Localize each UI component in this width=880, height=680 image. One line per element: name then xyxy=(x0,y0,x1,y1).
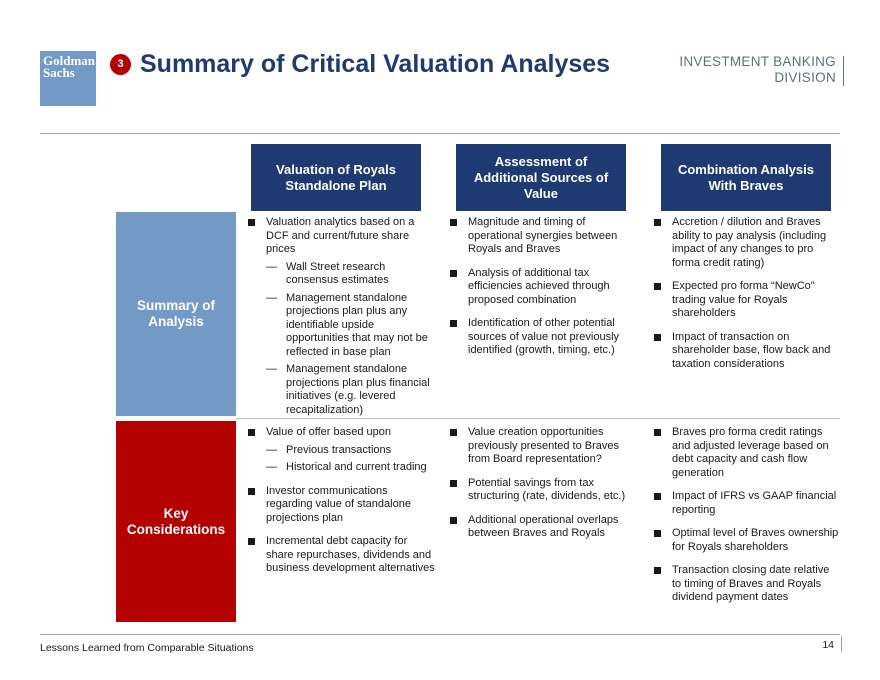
sub-bullet-text: Wall Street research consensus estimates xyxy=(286,260,389,286)
bullet-text: Analysis of additional tax efficiencies achieved through proposed combination xyxy=(468,266,610,306)
bullet-text: Impact of IFRS vs GAAP financial reporting xyxy=(672,490,837,516)
column-header-combination: Combination Analysis With Braves xyxy=(661,144,831,211)
bullet-text: Investor communications regarding value of standalone projections plan xyxy=(266,484,411,524)
bullet-item xyxy=(650,216,840,270)
bullet-text: Transaction closing date relative to timing of Braves and Royals dividend payment dates xyxy=(672,564,830,603)
cell-summary-combination xyxy=(650,216,840,381)
bullet-item xyxy=(650,490,840,517)
bullet-item xyxy=(446,477,636,504)
bullet-text: Braves pro forma credit ratings and adjusted leverage based on debt capacity and cash flow generation xyxy=(672,426,829,479)
bullet-text: Additional operational overlaps between Braves and Royals xyxy=(468,513,619,539)
bullet-text: Expected pro forma “NewCo” trading value for Royals shareholders xyxy=(672,280,815,319)
cell-key-combination xyxy=(650,426,840,615)
bullet-item xyxy=(446,514,636,541)
logo-line-2: Sachs xyxy=(43,65,75,80)
section-number-badge: 3 xyxy=(110,54,131,75)
sub-bullet-item xyxy=(244,363,436,417)
sub-bullet-text: Management standalone projections plan plus any identifiable upside opportunities that may not be reflected in base plan xyxy=(286,291,428,358)
footer-rule xyxy=(40,634,840,635)
bullet-text: Incremental debt capacity for share repurchases, dividends and business development alternatives xyxy=(266,535,435,574)
bullet-item xyxy=(244,535,436,576)
sub-bullet-item xyxy=(244,444,436,458)
bullet-item xyxy=(650,527,840,554)
bullet-item xyxy=(244,216,436,257)
bullet-item xyxy=(446,216,636,257)
bullet-text: Identification of other potential sources of value not previously identified (growth, timing, etc.) xyxy=(468,317,620,356)
bullet-item xyxy=(650,331,840,372)
bullet-item xyxy=(650,280,840,321)
bullet-text: Value of offer based upon xyxy=(266,426,391,438)
sub-bullet-text: Previous transactions xyxy=(286,443,392,456)
cell-key-additional-value xyxy=(446,426,636,551)
bullet-text: Potential savings from tax structuring (rate, dividends, etc.) xyxy=(468,476,626,502)
footer-text: Lessons Learned from Comparable Situations xyxy=(40,642,254,654)
cell-summary-additional-value xyxy=(446,216,636,368)
bullet-text: Accretion / dilution and Braves ability to pay analysis (including impact of any changes to pro forma credit rating) xyxy=(672,216,827,269)
division-divider xyxy=(843,56,844,86)
bullet-item xyxy=(446,267,636,308)
cell-key-standalone xyxy=(244,426,436,586)
bullet-item xyxy=(244,426,436,440)
header-rule xyxy=(40,133,840,134)
bullet-text: Value creation opportunities previously presented to Braves from Board representation? xyxy=(468,426,620,465)
bullet-item xyxy=(650,564,840,605)
sub-bullet-text: Historical and current trading xyxy=(286,461,427,473)
bullet-item xyxy=(650,426,840,480)
bullet-text: Optimal level of Braves ownership for Royals shareholders xyxy=(672,527,839,553)
bullet-text: Valuation analytics based on a DCF and current/future share prices xyxy=(266,216,415,255)
bullet-text: Magnitude and timing of operational synergies between Royals and Braves xyxy=(468,216,618,255)
sub-bullet-item xyxy=(244,261,436,288)
column-header-standalone: Valuation of Royals Standalone Plan xyxy=(251,144,421,211)
goldman-sachs-logo xyxy=(40,51,96,106)
bullet-item xyxy=(244,485,436,526)
page-title: Summary of Critical Valuation Analyses xyxy=(140,50,611,78)
cell-summary-standalone xyxy=(244,216,436,421)
row-label-summary: Summary of Analysis xyxy=(116,212,236,416)
bullet-text: Impact of transaction on shareholder base, flow back and taxation considerations xyxy=(672,330,831,370)
division-line-1: INVESTMENT BANKING xyxy=(679,54,836,69)
division-label xyxy=(679,54,842,86)
sub-bullet-item xyxy=(244,461,436,475)
sub-bullet-text: Management standalone projections plan plus financial initiatives (e.g. levered recapitalization) xyxy=(286,363,430,416)
bullet-item xyxy=(446,426,636,467)
logo-line-1: Goldman xyxy=(43,53,96,68)
bullet-item xyxy=(446,317,636,358)
sub-bullet-item xyxy=(244,292,436,360)
page-number-divider xyxy=(841,636,842,652)
row-label-key-considerations: Key Considerations xyxy=(116,421,236,622)
division-line-2: DIVISION xyxy=(774,70,836,85)
column-header-additional-value: Assessment of Additional Sources of Value xyxy=(456,144,626,211)
page-number: 14 xyxy=(822,639,834,651)
